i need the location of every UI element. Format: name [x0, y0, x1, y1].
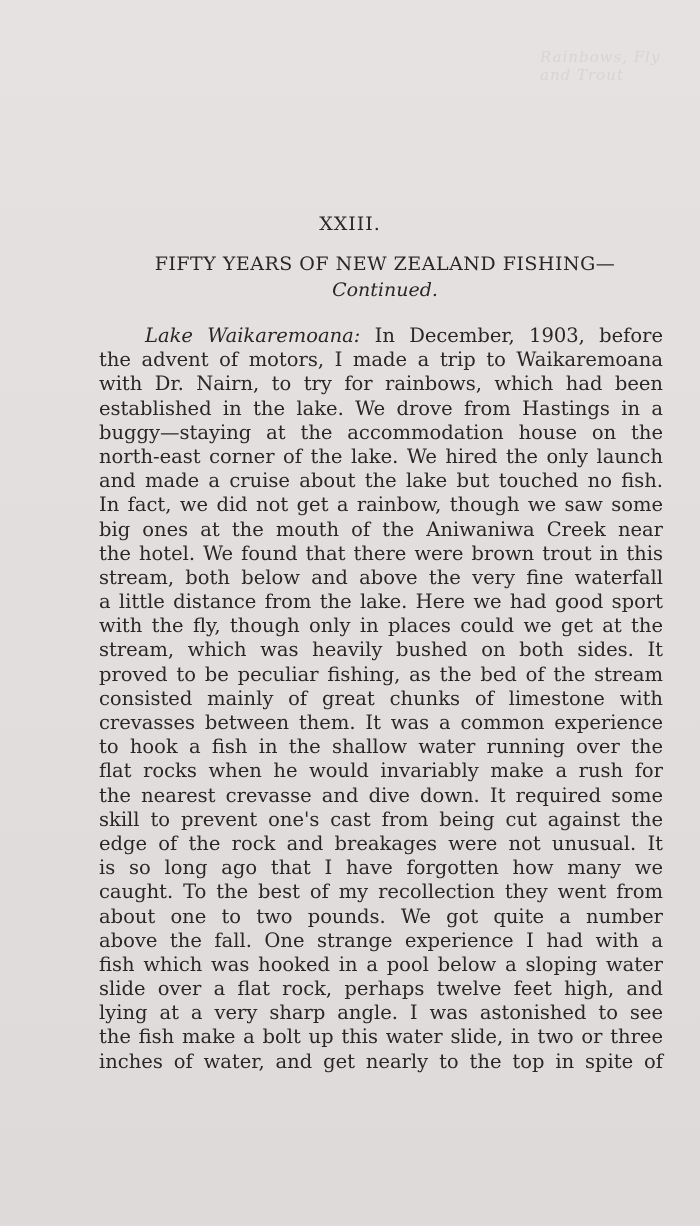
paragraph-line: slide over a flat rock, perhaps twelve feet high, and [99, 977, 663, 1001]
paragraph-line: lying at a very sharp angle. I was astonished to see [99, 1001, 663, 1025]
chapter-number: XXIII. [319, 213, 381, 235]
paragraph-line: about one to two pounds. We got quite a number [99, 904, 663, 928]
bleed-through-text: Rainbows, Fly and Trout [540, 48, 661, 84]
chapter-subtitle: Continued. [332, 279, 438, 301]
paragraph-line: the advent of motors, I made a trip to Waikaremoana [99, 348, 663, 372]
chapter-title: FIFTY YEARS OF NEW ZEALAND FISHING— [154, 253, 616, 275]
paragraph-lead: Lake Waikaremoana: [145, 324, 361, 347]
paragraph-line: established in the lake. We drove from Hastings in a [99, 396, 663, 420]
paragraph-first-line-text: In December, 1903, before [360, 324, 663, 347]
paragraph-line: flat rocks when he would invariably make a rush for [99, 759, 663, 783]
paragraph-line: caught. To the best of my recollection they went from [99, 880, 663, 904]
paragraph-line: proved to be peculiar fishing, as the bed of the stream [99, 662, 663, 686]
paragraph-line: the hotel. We found that there were brown trout in this [99, 541, 663, 565]
paragraph-line: is so long ago that I have forgotten how many we [99, 856, 663, 880]
paragraph-line: stream, both below and above the very fine waterfall [99, 565, 663, 589]
paragraph-line: edge of the rock and breakages were not unusual. It [99, 831, 663, 855]
paragraph-line: buggy—staying at the accommodation house on the [99, 420, 663, 444]
paragraph-line: crevasses between them. It was a common experience [99, 711, 663, 734]
paragraph-first-line [99, 324, 663, 348]
paragraph-line: fish which was hooked in a pool below a sloping water [99, 952, 663, 976]
paragraph-line: In fact, we did not get a rainbow, though we saw some [99, 493, 663, 517]
paragraph-line: stream, which was heavily bushed on both sides. It [99, 638, 663, 662]
paragraph-line: to hook a fish in the shallow water running over the [99, 735, 663, 759]
paragraph-line: above the fall. One strange experience I had with a [99, 928, 663, 952]
paragraph-line: skill to prevent one's cast from being cut against the [99, 807, 663, 831]
body-paragraph [99, 324, 663, 1074]
paragraph-line: with the fly, though only in places could we get at the [99, 614, 663, 638]
paragraph-line: north-east corner of the lake. We hired the only launch [99, 444, 663, 468]
paragraph-line: with Dr. Nairn, to try for rainbows, which had been [99, 372, 663, 396]
paragraph-line: a little distance from the lake. Here we had good sport [99, 590, 663, 614]
paragraph-line: big ones at the mouth of the Aniwaniwa Creek near [99, 517, 663, 541]
paragraph-line: consisted mainly of great chunks of limestone with [99, 686, 663, 710]
paragraph-line: the fish make a bolt up this water slide, in two or three [99, 1025, 663, 1049]
paragraph-line: and made a cruise about the lake but touched no fish. [99, 469, 663, 493]
paragraph-line: the nearest crevasse and dive down. It required some [99, 783, 663, 807]
paragraph-line: inches of water, and get nearly to the top in spite of [99, 1049, 663, 1073]
